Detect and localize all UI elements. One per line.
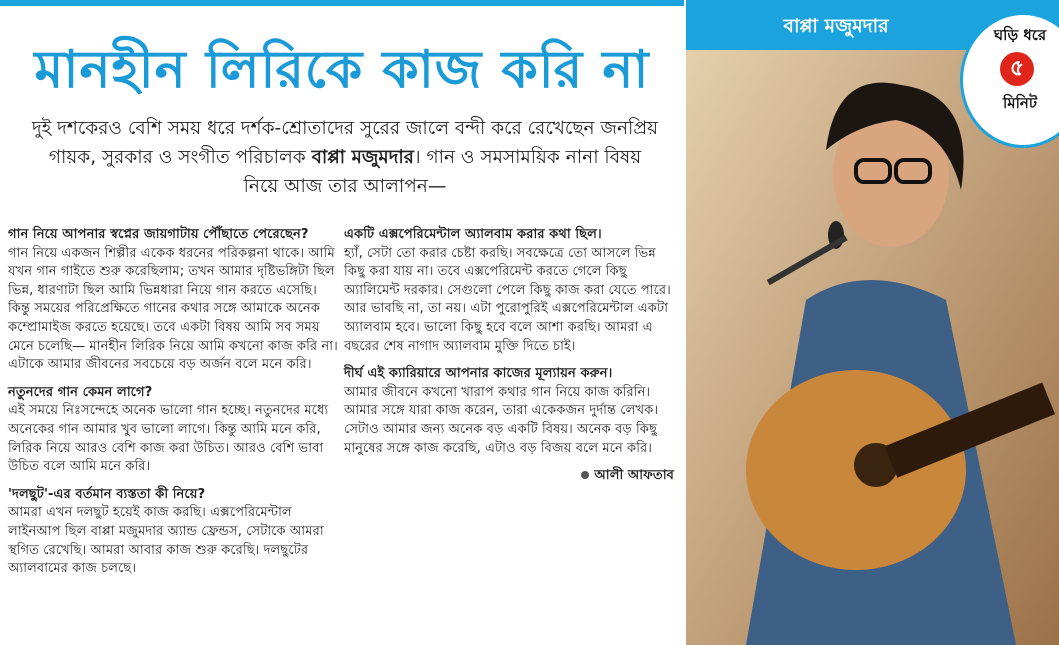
badge-bottom-text: মিনিট [1002,94,1038,112]
answer: হ্যাঁ, সেটা তো করার চেষ্টা করছি। সবক্ষেত্রে তো আসলে ভিন্ন কিছু করা যায় না। তবে এক্সপেরিমেন্ট করতে গেলে কিছু অ্যালিমেন্ট দরকার। সেগুলো পেলে কিছু কাজ করা যেতে পারে। আর ভাবছি না, তা নয়। এটা পুরোপুরিই এক্সপেরিমেন্টাল একটা অ্যালবাম হবে। ভালো কিছু হবে বলে আশা করছি। আমরা এ বছরের শেষ নাগাদ অ্যালবাম মুক্তি দিতে চাই। [344,245,671,354]
bullet-dot [581,471,589,479]
top-rule [0,0,684,6]
question: একটি এক্সপেরিমেন্টাল অ্যালবাম করার কথা ছিল। [344,227,602,242]
question: গান নিয়ে আপনার স্বপ্নের জায়গাটায় পৌঁছাতে পেরেছেন? [8,227,309,242]
column-right [344,226,674,486]
answer: আমরা এখন দলছুট হয়েই কাজ করছি। এক্সপেরিমেন্টাল লাইনআপ ছিল বাপ্পা মজুমদার অ্যান্ড ফ্রেন্ডস, সেটাকে আমরা স্থগিত রেখেছি। আমরা আবার কাজ শুরু করেছি। দলছুটের অ্যালবামের কাজ চলছে। [8,505,324,577]
byline [344,467,674,486]
question: নতুনদের গান কেমন লাগে? [8,384,153,400]
intro-name: বাপ্পা মজুমদার [311,147,414,168]
headline: মানহীন লিরিকে কাজ করি না [34,40,650,100]
byline-author: আলী আফতাব [594,468,674,484]
answer: গান নিয়ে একজন শিল্পীর একেক ধরনের পরিকল্পনা থাকে। আমি যখন গান গাইতে শুরু করেছিলাম; তখন আমার দৃষ্টিভঙ্গিটা ছিল ভিন্ন, ধারণাটা ছিল আমি ভিন্নধারা নিয়ে গান করতে এসেছি। কিন্তু সময়ের পরিপ্রেক্ষিতে গানের কথার সঙ্গে আমাকে অনেক কম্প্রোমাইজ করতে হয়েছে। তবে একটা বিষয় আমি সব সময় মেনে চলেছি— মানহীন লিরিক নিয়ে আমি কখনো কাজ করি না। এটাকে আমার জীবনের সবচেয়ে বড় অর্জন বলে মনে করি। [8,245,338,373]
badge-top-text: ঘড়ি ধরে [993,26,1047,44]
question: দীর্ঘ এই ক্যারিয়ারে আপনার কাজের মূল্যায়ন করুন। [344,366,613,382]
intro-paragraph [30,114,660,201]
intro-text: দুই দশকেরও বেশি সময় ধরে দর্শক-শ্রোতাদের সুরের জালে বন্দী করে রেখেছেন জনপ্রিয় গায়ক, সুরকার ও সংগীত পরিচালক [31,118,659,168]
answer: আমার জীবনে কখনো খারাপ কথার গান নিয়ে কাজ করিনি। আমার সঙ্গে যারা কাজ করেন, তারা একেকজন দুর্দান্ত লেখক। সেটাও আমার জন্য অনেক বড় একটি বিষয়। অনেক বড় কিছু মানুষের সঙ্গে কাজ করেছি, এটাও বড় বিজয় বলে মনে করি। [344,384,659,456]
intro-text-end: । গান ও সমসাময়িক নানা বিষয় নিয়ে আজ তার আলাপন— [243,147,642,197]
badge-number: ৫ [1000,52,1034,86]
question: 'দলছুট'-এর বর্তমান ব্যস্ততা কী নিয়ে? [8,486,206,502]
column-left [8,226,338,588]
answer: এই সময়ে নিঃসন্দেহে অনেক ভালো গান হচ্ছে। নতুনদের মধ্যে অনেকের গান আমার খুব ভালো লাগে। কিন্তু আমি মনে করি, লিরিক নিয়ে আরও বেশি কাজ করা উচিত। আরও বেশি ভাবা উচিত বলে আমি মনে করি। [8,403,329,475]
photo-name: বাপ্পা মজুমদার [783,15,889,37]
